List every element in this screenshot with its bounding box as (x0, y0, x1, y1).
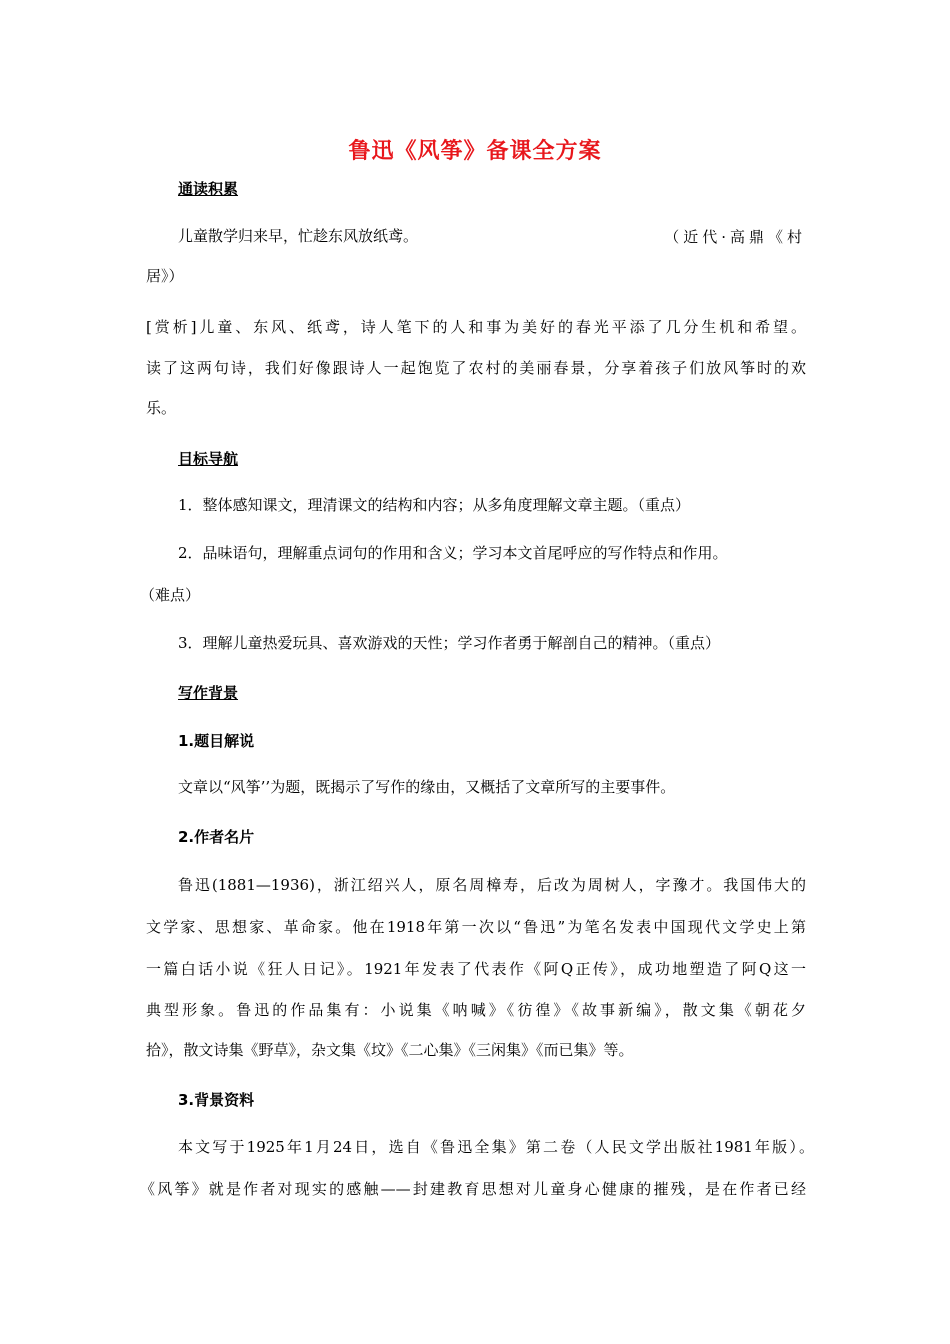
poem-line: 儿童散学归来早，忙趁东风放纸鸢。 (178, 227, 419, 245)
title-explanation-text: 文章以“风筝’’为题，既揭示了写作的缘由，又概括了文章所写的主要事件。 (178, 778, 676, 796)
appreciation-line-1: [赏析]儿童、东风、纸鸢，诗人笔下的人和事为美好的春光平添了几分生机和希望。 (146, 318, 806, 336)
poem-source-continued: 居》） (146, 267, 184, 285)
subheading-title-explanation: 1.题目解说 (178, 732, 255, 750)
section-heading-reading: 通读积累 (178, 180, 239, 198)
section-heading-background: 写作背景 (178, 684, 239, 702)
subheading-background-info: 3.背景资料 (178, 1091, 255, 1109)
goal-item-3: 3．理解儿童热爱玩具、喜欢游戏的天性；学习作者勇于解剖自己的精神。（重点） (178, 634, 721, 652)
goal-item-2: 2．品味语句，理解重点词句的作用和含义；学习本文首尾呼应的写作特点和作用。 (178, 544, 728, 562)
goal-item-1: 1．整体感知课文，理清课文的结构和内容；从多角度理解文章主题。（重点） (178, 496, 691, 514)
appreciation-line-3: 乐。 (146, 399, 177, 417)
background-line-2: 《风筝》就是作者对现实的感触——封建教育思想对儿童身心健康的摧残，是在作者已经 (140, 1180, 806, 1198)
author-line-3: 一篇白话小说《狂人日记》。1921年发表了代表作《阿Q正传》，成功地塑造了阿Q这一 (146, 960, 806, 978)
author-line-1: 鲁迅(1881—1936)，浙江绍兴人，原名周樟寿，后改为周树人，字豫才。我国伟大的 (178, 876, 806, 894)
appreciation-line-2: 读了这两句诗，我们好像跟诗人一起饱览了农村的美丽春景，分享着孩子们放风筝时的欢 (146, 359, 806, 377)
author-line-5: 拾》，散文诗集《野草》，杂文集《坟》《二心集》《三闲集》《而已集》等。 (146, 1041, 634, 1059)
goal-item-2-continued: （难点） (140, 586, 201, 604)
page-title: 鲁迅《风筝》备课全方案 (348, 139, 602, 164)
section-heading-goals: 目标导航 (178, 450, 239, 468)
subheading-author-card: 2.作者名片 (178, 828, 255, 846)
poem-source: （近代·高鼎《村 (664, 228, 806, 246)
author-line-2: 文学家、思想家、革命家。他在1918年第一次以“鲁迅”为笔名发表中国现代文学史上第 (146, 918, 806, 936)
background-line-1: 本文写于1925年1月24日，选自《鲁迅全集》第二卷（人民文学出版社1981年版）。 (178, 1138, 814, 1156)
author-line-4: 典型形象。鲁迅的作品集有：小说集《呐喊》《彷徨》《故事新编》，散文集《朝花夕 (146, 1001, 806, 1019)
